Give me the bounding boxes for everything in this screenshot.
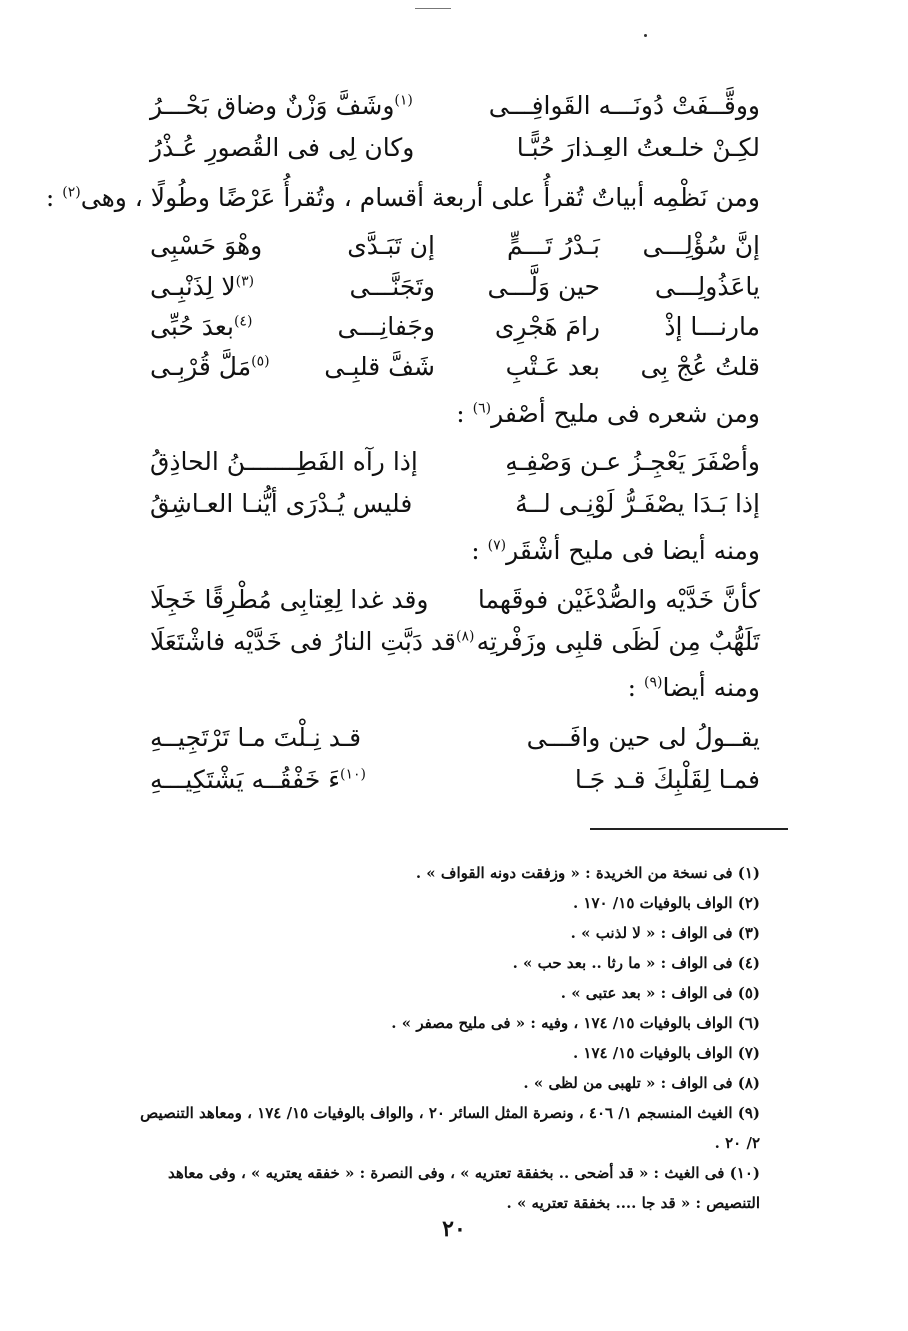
footnote-marker: (٣)	[235, 273, 255, 290]
verse-cell: بعد عَـتْبِ	[505, 352, 600, 381]
footnote: (٧) الواف بالوفيات ١٥/ ١٧٤ .	[572, 1044, 760, 1062]
verse-hemistich: تَلَهُّبٌ مِن لَظَى قلبِى وزَفْرتِه	[476, 627, 760, 656]
verse-cell: $^{(٣)}$لا لِذَنْبِـى	[150, 272, 255, 301]
verse-line	[150, 128, 760, 168]
verse-hemistich: إذا بَـدَا يصْفَـرُّ لَوْنِـى لــهُ	[515, 489, 760, 518]
footnote: (٤) فى الواف : « ما رثا .. بعد حب » .	[512, 954, 760, 972]
footnote: (٢) الواف بالوفيات ١٥/ ١٧٠ .	[572, 894, 760, 912]
verse-cell: رامَ هَجْرِى	[494, 312, 600, 341]
verse-hemistich: وكان لِى فى القُصورِ عُـذْرُ	[150, 133, 415, 162]
verse-cell: بَـدْرُ تَـــمٍّ	[507, 231, 600, 260]
verse-cell: قلتُ عُجْ بِى	[640, 352, 760, 381]
top-rule	[415, 8, 451, 9]
verse-line	[150, 442, 760, 482]
verse-hemistich: فمـا لِقَلْبِكَ قـد جَـا	[574, 765, 760, 794]
verse-cell: وهْوَ حَسْبِى	[150, 231, 263, 260]
footnote: (١٠) فى الغيث : « قد أضحى .. بخفقة تعتريه » ، وفى النصرة : « خفقه يعتريه » ، وفى معاهد التنصيص : « قد جا .... بخفقة تعتريه » .	[167, 1164, 760, 1212]
page-number: ٢٠	[442, 1216, 466, 1242]
verse-hemistich: وقد غدا لِعِتابِى مُطْرِقًا خَجِلَا	[150, 585, 429, 614]
verse-cell: ياعَذُولِـــى	[654, 272, 760, 301]
verse-hemistich: $^{(١٠)}$ءَ خَفْقُــه يَشْتَكِيـــهِ	[150, 765, 366, 794]
verse-hemistich: يقــولُ لى حين وافَـــى	[526, 723, 760, 752]
verse-cell: حين وَلَّـــى	[487, 272, 600, 301]
verse-cell: $^{(٤)}$بعدَ حُبِّى	[150, 312, 253, 341]
verse-cell: إنَّ سُؤْلِـــى	[642, 231, 760, 260]
footnotes	[130, 858, 760, 1218]
prose-line: ومن نَظْمِه أبياتٌ تُقرأُ على أربعة أقسام ، وتُقرأُ عَرْضًا وطُولًا ، وهى$^{(٢)}$ :	[45, 183, 760, 212]
verse-line	[150, 622, 760, 662]
verse-hemistich: فليس يُـدْرَى أيُّنـا العـاشِقُ	[150, 489, 413, 518]
footnote: (٩) الغيث المنسجم ١/ ٤٠٦ ، ونصرة المثل السائر ٢٠ ، والواف بالوفيات ١٥/ ١٧٤ ، ومعاهد التنصيص ٢/ ٢٠ .	[140, 1104, 760, 1152]
verse-line	[150, 267, 760, 307]
verse-hemistich: $^{(٨)}$قد دَبَّتِ النارُ فى خَدَّيْه فاشْتَعَلَا	[150, 627, 475, 656]
verse-line	[150, 307, 760, 347]
prose-line: ومن شعره فى مليح أصْفر$^{(٦)}$ :	[456, 399, 760, 428]
top-dot	[644, 34, 647, 37]
verse-line	[150, 86, 760, 126]
verse-line	[150, 760, 760, 800]
footnote-marker: (٥)	[251, 353, 270, 370]
footnote-marker: (٧)	[487, 537, 507, 554]
footnote-marker: (٤)	[233, 313, 253, 330]
verse-hemistich: إذا رآه الفَطِـــــــنُ الحاذِقُ	[150, 447, 418, 476]
verse-line	[150, 347, 760, 387]
prose-line: ومنه أيضا$^{(٩)}$ :	[627, 673, 760, 702]
verse-line	[150, 226, 760, 266]
verse-hemistich: كأنَّ خَدَّيْه والصُّدْغَيْن فوقَهما	[477, 585, 760, 614]
verse-line	[150, 718, 760, 758]
footnote-marker: (٢)	[62, 184, 81, 201]
footnote: (٦) الواف بالوفيات ١٥/ ١٧٤ ، وفيه : « فى مليح مصفر » .	[391, 1014, 760, 1032]
verse-cell: وتَجَنَّـــى	[349, 272, 435, 301]
footnote-marker: (٩)	[643, 674, 663, 691]
prose-line: ومنه أيضا فى مليح أشْقَر$^{(٧)}$ :	[471, 536, 760, 565]
footnote-rule	[590, 828, 788, 830]
footnote-marker: (١٠)	[339, 766, 366, 783]
verse-cell: إن تَبَـدَّى	[347, 231, 435, 260]
footnote-marker: (٦)	[472, 400, 492, 417]
footnote: (٥) فى الواف : « بعد عتبى » .	[560, 984, 760, 1002]
verse-line	[150, 580, 760, 620]
footnote-marker: (١)	[394, 92, 413, 109]
footnote: (١) فى نسخة من الخريدة : « وزفقت دونه القواف » .	[415, 864, 760, 882]
verse-hemistich: لكِـنْ خلـعتُ العِـذارَ حُبًّـا	[516, 133, 760, 162]
verse-cell: شَفَّ قلبِـى	[324, 352, 435, 381]
verse-hemistich: ووقَّــفَتْ دُونَـــه القَوافِـــى	[488, 91, 760, 120]
verse-line	[150, 484, 760, 524]
verse-hemistich: $^{(١)}$وشَفَّ وَزْنٌ وضاق بَحْـــرُ	[150, 91, 413, 120]
verse-cell: وجَفانِـــى	[337, 312, 435, 341]
verse-cell: $^{(٥)}$مَلَّ قُرْبِـى	[150, 352, 270, 381]
footnote: (٨) فى الواف : « تلهبى من لظى » .	[523, 1074, 760, 1092]
verse-hemistich: قـد نِـلْتَ مـا تَرْتَجِيــهِ	[150, 723, 362, 752]
verse-hemistich: وأصْفَرَ يَعْجِـزُ عـن وَصْفِـهِ	[505, 447, 760, 476]
verse-cell: مارنـــا إذْ	[664, 312, 760, 341]
footnote-marker: (٨)	[456, 628, 475, 645]
footnote: (٣) فى الواف : « لا لذنب » .	[570, 924, 760, 942]
